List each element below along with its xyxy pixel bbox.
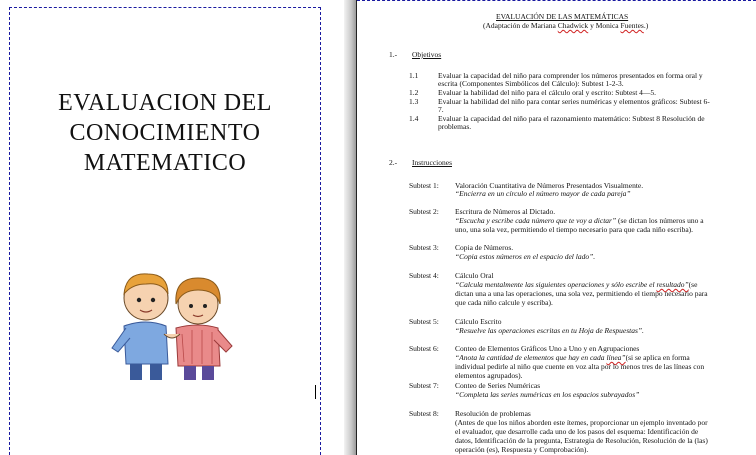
cover-title-line-1: EVALUACION DEL: [58, 90, 272, 116]
objective-1-line-1: Evaluar la capacidad del niño para comprender los números presentados en forma oral y: [438, 71, 703, 80]
subtest-2-line-1: [455, 216, 704, 225]
subtest-3-title: Copia de Números.: [455, 243, 514, 252]
section-1-heading: Objetivos: [412, 50, 442, 59]
objective-4-line-2: problemas.: [438, 122, 472, 131]
objective-3-number: 1.3: [409, 97, 419, 106]
subtest-6-rest: (si se aplica en forma: [625, 353, 690, 362]
children-illustration: [106, 264, 238, 384]
subtest-8-line-4: operación (es), Respuesta y Comprobación).: [455, 445, 589, 454]
subtest-7-label: Subtest 7:: [409, 381, 439, 390]
subtest-4-line-1: [455, 280, 697, 289]
cover-title-line-3: MATEMATICO: [83, 150, 247, 176]
subtest-6-instruction-word: línea”: [606, 353, 626, 362]
subtest-6-line-2: individual pedirle al niño que cuente en voz alta por lo menos tres de las líneas con: [455, 362, 705, 371]
section-1-number: 1.-: [389, 50, 398, 59]
subtest-6-line-3: elementos agrupados).: [455, 371, 523, 380]
cover-title: [10, 88, 320, 178]
subtest-2-line-2: uno, una sola vez, permitiendo el tiempo necesario para que cada niño escriba).: [455, 225, 694, 234]
document-page: [357, 0, 756, 455]
subtest-7-instruction: “Completa las series numéricas en los espacios subrayados”: [455, 390, 640, 399]
subtest-2-title: Escritura de Números al Dictado.: [455, 207, 556, 216]
subtest-2-label: Subtest 2:: [409, 207, 439, 216]
subtest-4-rest: (se: [688, 280, 698, 289]
objective-4-line-1: Evaluar la capacidad del niño para el razonamiento matemático: Subtest 8 Resolución de: [438, 114, 705, 123]
objective-2-line-1: Evaluar la habilidad del niño para el cálculo oral y escrito: Subtest 4—5.: [438, 88, 657, 97]
subtest-6-line-1: [455, 353, 690, 362]
subtest-5-label: Subtest 5:: [409, 317, 439, 326]
subtest-4-label: Subtest 4:: [409, 271, 439, 280]
subtest-3-instruction: “Copia estos números en el espacio del lado”.: [455, 252, 596, 261]
subtest-8-line-2: el evaluador, que desarrolle cada uno de los pasos del esquema: Identificación de: [455, 427, 699, 436]
subtest-8-label: Subtest 8:: [409, 409, 439, 418]
subtest-4-instruction-word: resultado”: [656, 280, 689, 289]
subtest-8-line-1: (Antes de que los niños aborden este ítemes, proporcionar un ejemplo inventado por: [455, 418, 708, 427]
doc-title: [496, 12, 628, 21]
doc-subtitle-name2: Fuentes: [620, 21, 644, 30]
subtest-1-label: Subtest 1:: [409, 181, 439, 190]
section-2-heading: Instrucciones: [412, 158, 452, 167]
objective-1-line-2: escrita (Componentes Simbólicos del Cálculo): Subtest 1-2-3.: [438, 79, 624, 88]
text-cursor: [315, 385, 316, 399]
doc-subtitle-end: .): [643, 21, 649, 30]
subtest-1-instruction: “Encierra en un círculo el número mayor de cada pareja”: [455, 189, 631, 198]
subtest-6-label: Subtest 6:: [409, 344, 439, 353]
section-2-number: 2.-: [389, 158, 398, 167]
subtest-4-line-2: dictan una a una las operaciones, una sola vez, permitiendo el tiempo necesario para: [455, 289, 708, 298]
page-gutter: [321, 0, 344, 455]
subtest-6-instruction: “Anota la cantidad de elementos que hay en cada: [455, 353, 607, 362]
subtest-4-title: Cálculo Oral: [455, 271, 494, 280]
doc-subtitle: [483, 21, 648, 30]
subtest-5-instruction: “Resuelve las operaciones escritas en tu Hoja de Respuestas”.: [455, 326, 644, 335]
doc-subtitle-name1: Chadwick: [557, 21, 589, 30]
subtest-2-rest: (se dictan los números uno a: [616, 216, 704, 225]
subtest-4-instruction: “Calcula mentalmente las siguientes operaciones y sólo escribe el: [455, 280, 657, 289]
objective-3-line-2: 7.: [438, 105, 444, 114]
subtest-3-label: Subtest 3:: [409, 243, 439, 252]
page-fold-shadow: [344, 0, 356, 455]
subtest-2-instruction: “Escucha y escribe cada número que te voy a dictar”: [455, 216, 617, 225]
subtest-8-line-3: datos, Identificación de la pregunta, Estrategia de Resolución, Resolución de la (las): [455, 436, 708, 445]
subtest-6-title: Conteo de Elementos Gráficos Uno a Uno y en Agrupaciones: [455, 344, 640, 353]
cover-title-line-2: CONOCIMIENTO: [69, 120, 261, 146]
subtest-4-line-3: que cada niño calcule y escriba).: [455, 298, 553, 307]
doc-title-text: EVALUACIÓN DE LAS MATEMÁTICAS: [496, 12, 629, 21]
cover-page: [9, 7, 321, 455]
objective-2-number: 1.2: [409, 88, 419, 97]
objective-3-line-1: Evaluar la habilidad del niño para contar series numéricas y elementos gráficos: Subtest 6-: [438, 97, 710, 106]
doc-subtitle-mid: y Monica: [588, 21, 621, 30]
objective-1-number: 1.1: [409, 71, 419, 80]
subtest-8-title: Resolución de problemas: [455, 409, 531, 418]
subtest-7-title: Conteo de Series Numéricas: [455, 381, 541, 390]
objective-4-number: 1.4: [409, 114, 419, 123]
subtest-1-title: Valoración Cuantitativa de Números Presentados Visualmente.: [455, 181, 644, 190]
doc-subtitle-prefix: (Adaptación de Mariana: [483, 21, 558, 30]
subtest-5-title: Cálculo Escrito: [455, 317, 502, 326]
